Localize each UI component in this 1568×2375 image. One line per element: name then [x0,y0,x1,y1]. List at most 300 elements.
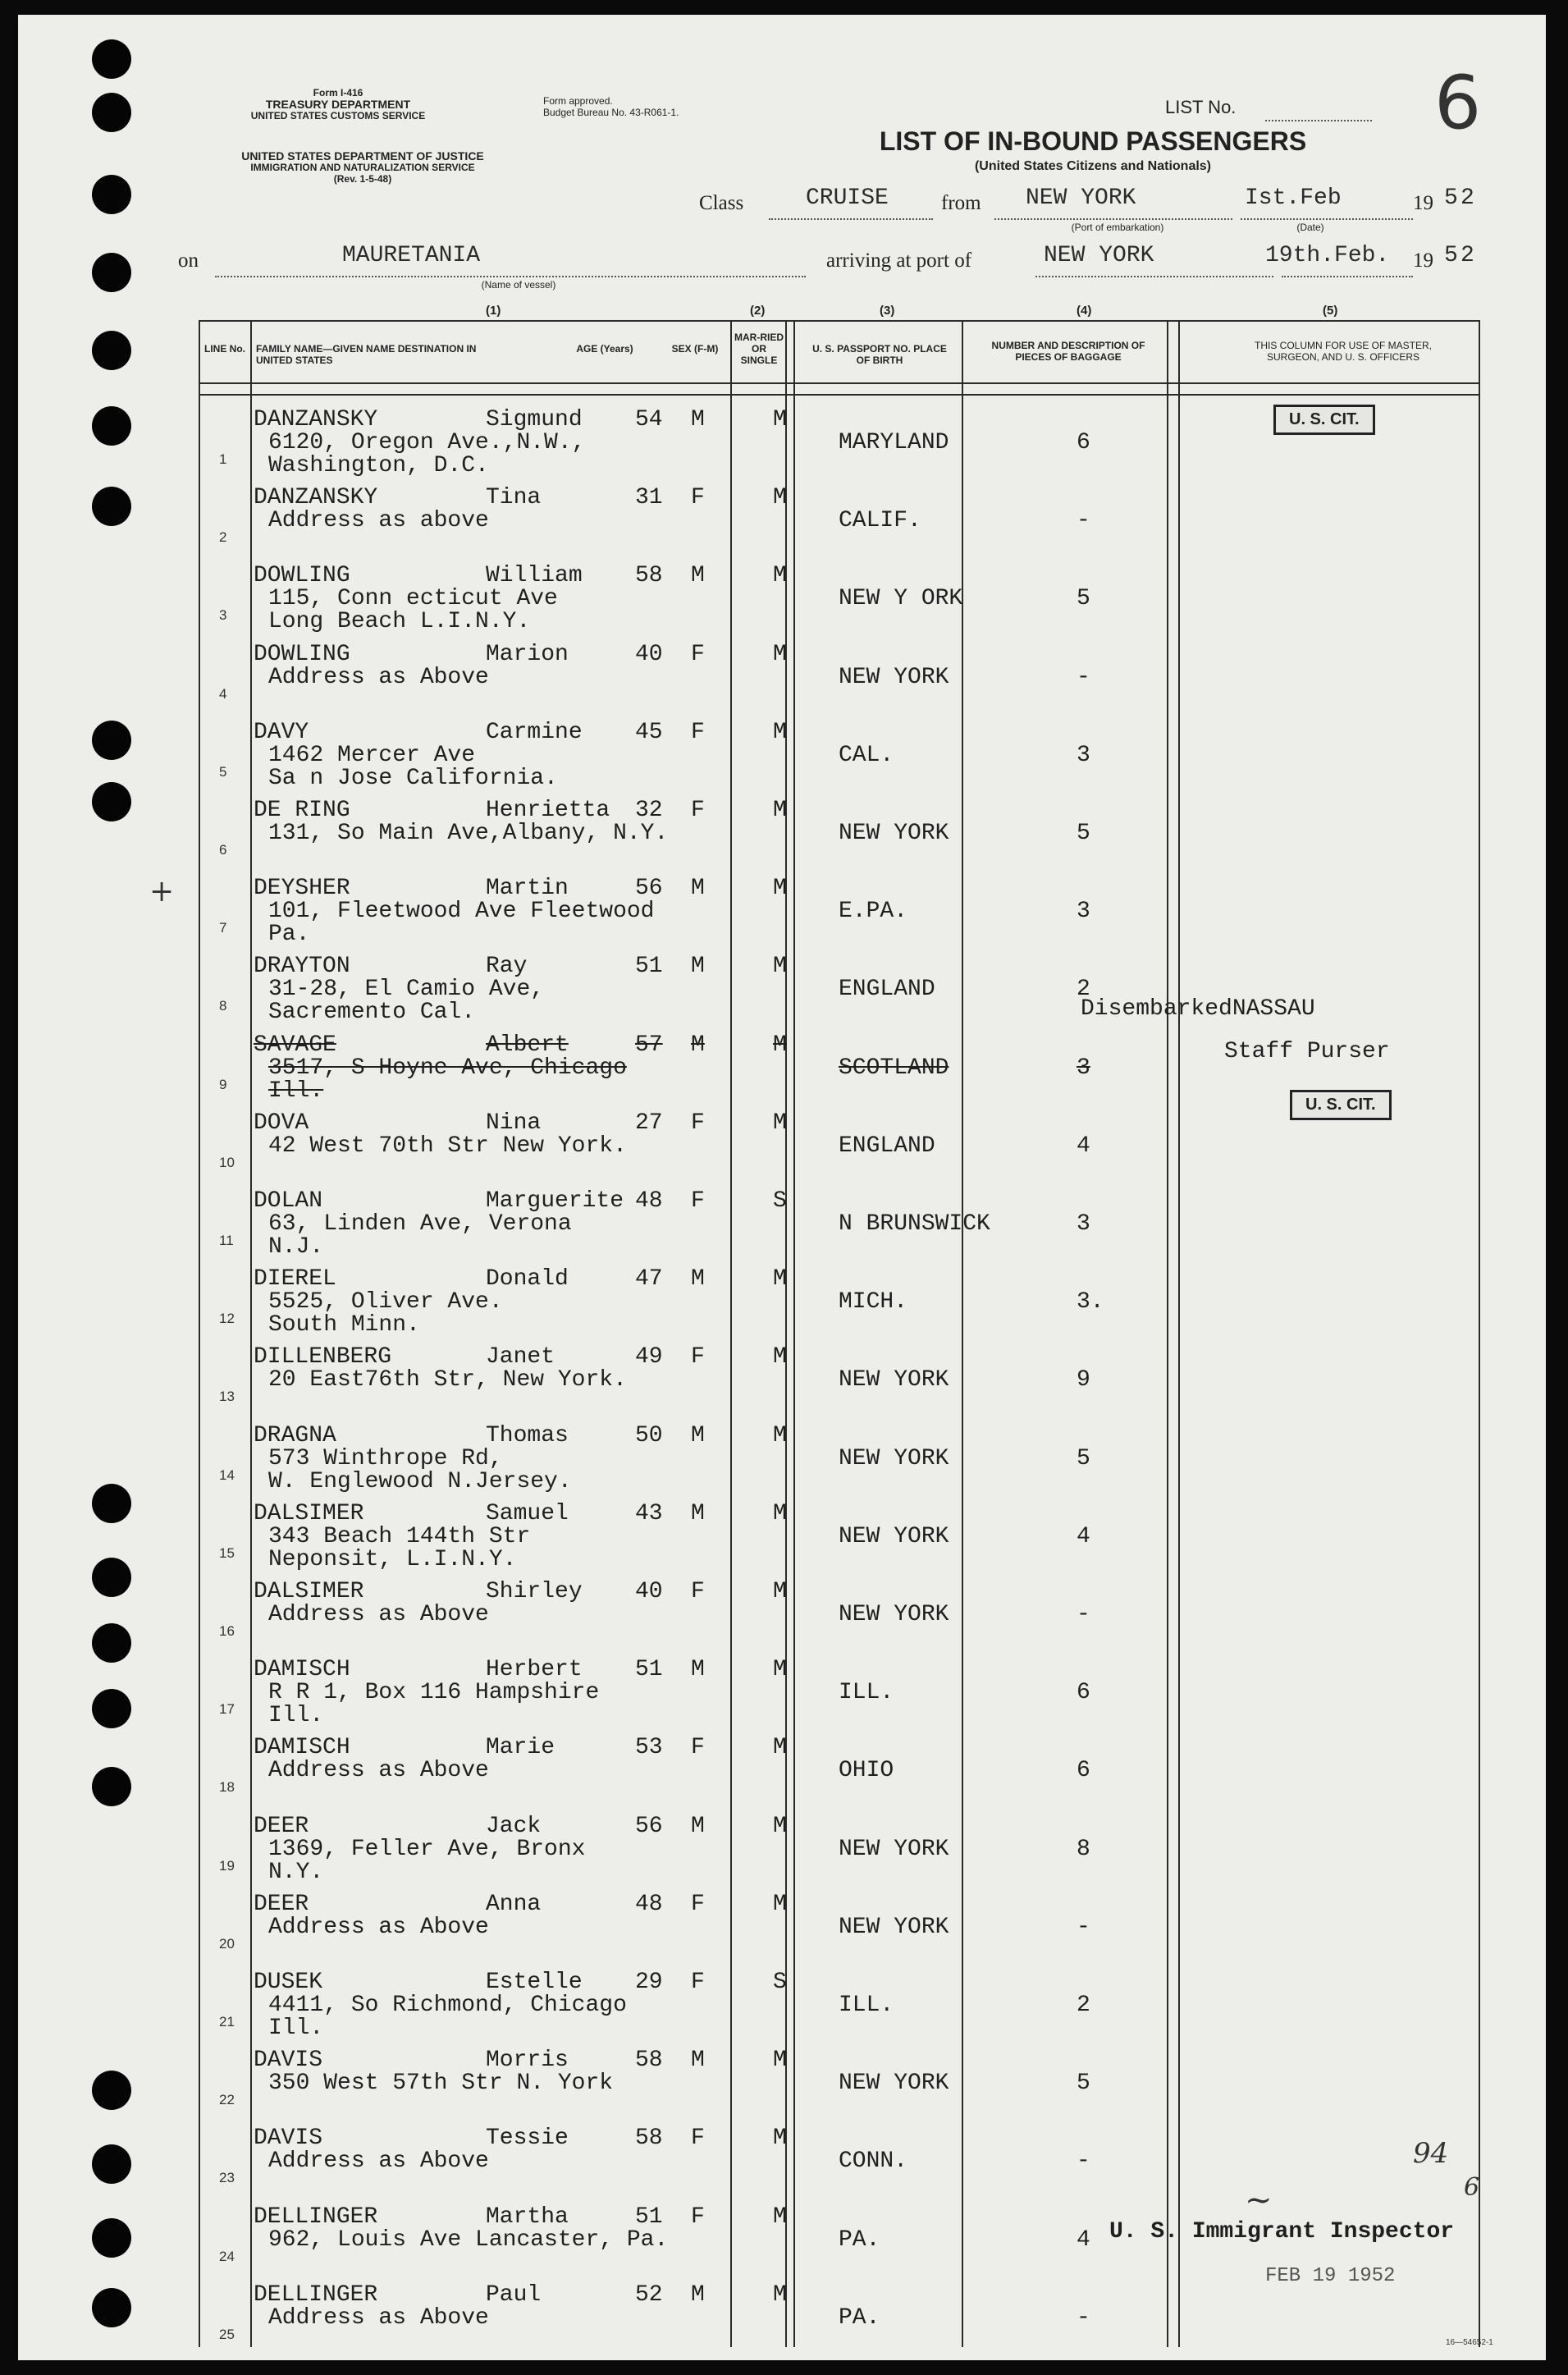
passenger-age: 43 [635,1500,663,1526]
passenger-place-of-birth: ENGLAND [839,1133,935,1159]
column-number: (2) [750,304,766,318]
passenger-age: 40 [635,1579,663,1604]
column-divider [1479,320,1480,2347]
punch-hole [92,331,131,370]
customs-service: UNITED STATES CUSTOMS SERVICE [250,110,426,121]
punch-hole [92,2144,131,2184]
passenger-address: 573 Winthrope Rd, [268,1445,503,1471]
passenger-given-name: Thomas [486,1422,569,1448]
from-label: from [941,192,981,214]
passenger-sex: M [691,1657,705,1683]
passenger-given-name: Marie [486,1735,555,1761]
passenger-address-line2: Sa n Jose California. [268,765,558,791]
col-header-passport: U. S. PASSPORT NO. PLACE OF BIRTH [812,343,947,366]
inspector-signature: ~ [1245,2181,1273,2219]
embarkation-port: NEW YORK [1026,185,1136,211]
port-caption: (Port of embarkation) [1071,222,1164,233]
passenger-sex: F [691,1110,705,1136]
col-header-sex: SEX (F-M) [671,343,719,355]
passenger-place-of-birth: ENGLAND [839,977,935,1003]
passenger-baggage: 6 [1077,1680,1090,1706]
passenger-age: 31 [635,485,663,511]
underline [1241,218,1413,220]
passenger-address: Address as Above [268,2148,489,2175]
passenger-marital-status: M [773,1579,787,1604]
passenger-surname: DRAYTON [254,954,350,980]
passenger-age: 58 [635,2126,663,2152]
passenger-baggage: 5 [1077,1445,1090,1471]
passenger-marital-status: M [773,2281,787,2308]
passenger-marital-status: M [773,1735,787,1761]
passenger-address-line2: South Minn. [268,1312,420,1339]
budget-bureau-text: Budget Bureau No. 43-R061-1. [543,107,679,118]
passenger-surname: DOWLING [254,563,350,589]
passenger-sex: M [691,2048,705,2074]
passenger-given-name: Martin [486,876,569,902]
underline [994,218,1232,220]
page-count: 6 [1464,2173,1480,2202]
passenger-marital-status: M [773,954,787,980]
passenger-address: 131, So Main Ave,Albany, N.Y. [268,821,669,846]
passenger-place-of-birth: MARYLAND [839,430,949,455]
passenger-age: 51 [635,2203,663,2230]
punch-hole [92,1558,131,1597]
passenger-sex: F [691,719,705,745]
passenger-baggage: 4 [1077,1523,1090,1549]
passenger-address-line2: Pa. [268,922,310,948]
line-number: 17 [219,1701,235,1718]
passenger-sex: M [691,563,705,589]
passenger-surname: DAMISCH [254,1735,350,1761]
passenger-marital-status: M [773,1813,787,1839]
passenger-address: 3517, S Hoyne Ave, Chicago [268,1055,627,1081]
passenger-baggage: 3. [1077,1289,1104,1316]
passenger-address: R R 1, Box 116 Hampshire [268,1680,600,1706]
passenger-surname: DEYSHER [254,876,350,902]
passenger-age: 32 [635,798,663,823]
list-no-label: LIST No. [1165,97,1237,117]
passenger-surname: DUSEK [254,1970,323,1995]
passenger-sex: M [691,1032,705,1058]
punch-hole [92,487,131,526]
passenger-age: 51 [635,1657,663,1683]
passenger-given-name: Albert [486,1032,569,1058]
table-top-border [199,320,1479,322]
page-title: LIST OF IN-BOUND PASSENGERS [879,126,1307,156]
passenger-sex: M [691,1266,705,1293]
line-number: 10 [219,1154,235,1170]
form-revision: (Rev. 1-5-48) [333,173,392,185]
form-number: Form I-416 [313,87,363,98]
line-number: 6 [219,842,227,858]
passenger-surname: SAVAGE [254,1032,336,1058]
passenger-sex: M [691,1813,705,1839]
on-label: on [178,249,199,272]
passenger-baggage: - [1077,1914,1090,1940]
passenger-address-line2: Sacremento Cal. [268,1000,476,1026]
passenger-given-name: Sigmund [486,407,583,432]
punch-hole [92,253,131,292]
passenger-place-of-birth: NEW Y ORK [839,586,963,612]
passenger-place-of-birth: N BRUNSWICK [839,1211,990,1237]
passenger-marital-status: M [773,1422,787,1448]
line-number: 12 [219,1311,235,1327]
punch-hole [92,2218,131,2258]
underline [1035,276,1273,277]
passenger-baggage: 3 [1077,1055,1090,1081]
passenger-place-of-birth: NEW YORK [839,664,949,690]
passenger-age: 50 [635,1422,663,1448]
vessel-name: MAURETANIA [342,243,481,268]
passenger-sex: F [691,1344,705,1371]
line-number: 3 [219,607,227,624]
passenger-given-name: Paul [486,2281,542,2308]
column-divider [199,320,200,2347]
passenger-address: 6120, Oregon Ave.,N.W., [268,430,586,455]
passenger-place-of-birth: NEW YORK [839,2071,949,2097]
passenger-given-name: Martha [486,2203,569,2230]
col-header-baggage: NUMBER AND DESCRIPTION OF PIECES OF BAGGAGE [991,340,1145,363]
passenger-marital-status: M [773,563,787,589]
col-header-name: FAMILY NAME—GIVEN NAME DESTINATION IN UNITED STATES [256,343,477,366]
passenger-baggage: 2 [1077,977,1090,1003]
passenger-address: 1462 Mercer Ave [268,742,476,768]
table-header-divider [199,382,1479,384]
passenger-sex: F [691,1970,705,1995]
punch-hole [92,1623,131,1663]
line-number: 7 [219,920,227,936]
passenger-sex: M [691,954,705,980]
passenger-place-of-birth: NEW YORK [839,1914,949,1940]
passenger-surname: DAVIS [254,2126,323,2152]
passenger-age: 47 [635,1266,663,1293]
passenger-address-line2: Ill. [268,1078,324,1104]
passenger-address-line2: Neponsit, L.I.N.Y. [268,1546,517,1572]
passenger-place-of-birth: OHIO [839,1758,894,1784]
passenger-marital-status: S [773,1970,787,1995]
passenger-place-of-birth: CALIF. [839,508,921,534]
passenger-address: 343 Beach 144th Str [268,1523,531,1549]
passenger-address-line2: Washington, D.C. [268,453,489,478]
passenger-baggage: - [1077,1602,1090,1627]
passenger-given-name: Donald [486,1266,569,1293]
column-divider [730,320,732,2347]
line-number: 23 [219,2170,235,2186]
underline [215,276,806,277]
punch-hole [92,721,131,760]
passenger-address: Address as Above [268,2304,489,2331]
passenger-address: 31-28, El Camio Ave, [268,977,545,1003]
margin-cross: + [149,875,175,908]
passenger-surname: DOWLING [254,641,350,667]
passenger-place-of-birth: NEW YORK [839,1602,949,1627]
passenger-sex: F [691,1188,705,1214]
line-number: 5 [219,763,227,780]
justice-department: UNITED STATES DEPARTMENT OF JUSTICE [241,149,484,162]
date-stamp: FEB 19 1952 [1265,2265,1396,2287]
punch-hole [92,1767,131,1806]
inspector-caption: U. S. Immigrant Inspector [1109,2219,1455,2245]
passenger-age: 53 [635,1735,663,1761]
passenger-baggage: 5 [1077,586,1090,612]
passenger-age: 49 [635,1344,663,1371]
passenger-address-line2: Ill. [268,2016,324,2041]
line-number: 18 [219,1779,235,1796]
passenger-baggage: - [1077,664,1090,690]
passenger-place-of-birth: ILL. [839,1680,894,1706]
passenger-sex: F [691,2126,705,2152]
passenger-marital-status: M [773,719,787,745]
passenger-surname: DAVIS [254,2048,323,2074]
line-number: 14 [219,1467,235,1483]
treasury-department: TREASURY DEPARTMENT [265,98,411,111]
passenger-given-name: Janet [486,1344,555,1371]
passenger-baggage: 5 [1077,821,1090,846]
passenger-marital-status: S [773,1188,787,1214]
passenger-marital-status: M [773,1266,787,1293]
passenger-surname: DAVY [254,719,309,745]
arrival-date: 19th.Feb. [1265,243,1390,268]
passenger-age: 58 [635,563,663,589]
passenger-age: 45 [635,719,663,745]
punch-hole [92,39,131,79]
vessel-caption: (Name of vessel) [481,279,556,291]
disembarked-note: DisembarkedNASSAU [1081,996,1315,1022]
punch-hole [92,2071,131,2110]
passenger-marital-status: M [773,798,787,823]
passenger-baggage: 3 [1077,899,1090,925]
passenger-address: Address as Above [268,664,489,690]
passenger-baggage: 4 [1077,1133,1090,1159]
passenger-given-name: Estelle [486,1970,583,1995]
passenger-surname: DANZANSKY [254,407,378,432]
line-number: 15 [219,1544,235,1561]
passenger-age: 58 [635,2048,663,2074]
passenger-address: Address as Above [268,1758,489,1784]
passenger-address: 1369, Feller Ave, Bronx [268,1836,586,1862]
passenger-address: 5525, Oliver Ave. [268,1289,503,1316]
passenger-age: 48 [635,1188,663,1214]
passenger-sex: F [691,641,705,667]
passenger-marital-status: M [773,1500,787,1526]
column-number: (4) [1077,304,1092,318]
passenger-surname: DELLINGER [254,2203,378,2230]
passenger-address: Address as above [268,508,489,534]
passenger-given-name: Shirley [486,1579,583,1604]
passenger-age: 52 [635,2281,663,2308]
passenger-sex: F [691,485,705,511]
passenger-surname: DALSIMER [254,1579,364,1604]
passenger-given-name: Tina [486,485,542,511]
passenger-place-of-birth: MICH. [839,1289,908,1316]
passenger-marital-status: M [773,641,787,667]
passenger-marital-status: M [773,407,787,432]
us-citizen-stamp: U. S. CIT. [1290,1090,1392,1120]
punch-hole [92,2288,131,2327]
passenger-place-of-birth: NEW YORK [839,1445,949,1471]
passenger-sex: F [691,2203,705,2230]
passenger-age: 54 [635,407,663,432]
line-number: 25 [219,2326,235,2342]
underline [1265,120,1372,121]
passenger-baggage: 9 [1077,1367,1090,1393]
passenger-given-name: William [486,563,583,589]
document-sheet [18,15,1546,2360]
passenger-surname: DOLAN [254,1188,323,1214]
passenger-surname: DOVA [254,1110,309,1136]
form-approval [543,95,773,118]
passenger-baggage: 8 [1077,1836,1090,1862]
passenger-given-name: Tessie [486,2126,569,2152]
passenger-sex: F [691,1891,705,1917]
passenger-surname: DILLENBERG [254,1344,392,1371]
passenger-given-name: Herbert [486,1657,583,1683]
passenger-given-name: Samuel [486,1500,569,1526]
passenger-address: 101, Fleetwood Ave Fleetwood [268,899,655,925]
line-number: 1 [219,451,227,467]
passenger-address: 115, Conn ecticut Ave [268,586,558,612]
passenger-surname: DEER [254,1813,309,1839]
passenger-place-of-birth: PA. [839,2226,880,2253]
us-citizen-stamp: U. S. CIT. [1273,405,1375,435]
justice-header [174,150,551,185]
passenger-surname: DIEREL [254,1266,336,1293]
passenger-marital-status: M [773,1032,787,1058]
passenger-surname: DAMISCH [254,1657,350,1683]
passenger-marital-status: M [773,1891,787,1917]
passenger-place-of-birth: E.PA. [839,899,908,925]
punch-hole [92,93,131,132]
punch-hole [92,782,131,821]
passenger-surname: DANZANSKY [254,485,378,511]
passenger-marital-status: M [773,485,787,511]
arrival-year-digit-a: 5 [1444,243,1458,268]
punch-hole [92,406,131,446]
passenger-address: Address as Above [268,1914,489,1940]
passenger-given-name: Ray [486,954,528,980]
passenger-marital-status: M [773,2048,787,2074]
passenger-sex: M [691,876,705,902]
margin-count: 94 [1413,2137,1449,2170]
class-value: CRUISE [806,185,889,211]
punch-hole [92,1484,131,1523]
table-header-divider [199,394,1479,396]
passenger-given-name: Marion [486,641,569,667]
passenger-surname: DELLINGER [254,2281,378,2308]
passenger-sex: F [691,798,705,823]
passenger-place-of-birth: PA. [839,2304,880,2331]
line-number: 13 [219,1389,235,1405]
passenger-place-of-birth: NEW YORK [839,821,949,846]
passenger-surname: DE RING [254,798,350,823]
passenger-place-of-birth: CAL. [839,742,894,768]
passenger-address: 20 East76th Str, New York. [268,1367,627,1393]
passenger-sex: M [691,1422,705,1448]
passenger-marital-status: M [773,876,787,902]
passenger-baggage: - [1077,508,1090,534]
column-number: (5) [1323,304,1338,318]
list-number: 6 [1434,60,1482,146]
col-header-officers: THIS COLUMN FOR USE OF MASTER, SURGEON, AND U. S. OFFICERS [1254,340,1432,363]
passenger-marital-status: M [773,2203,787,2230]
passenger-age: 57 [635,1032,663,1058]
line-number: 24 [219,2248,235,2264]
column-divider [962,320,963,2347]
arriving-label: arriving at port of [826,249,972,272]
line-number: 22 [219,2092,235,2108]
passenger-given-name: Carmine [486,719,583,745]
line-number: 8 [219,998,227,1014]
passenger-baggage: 2 [1077,1993,1090,2018]
line-number: 19 [219,1857,235,1874]
form-code: 16—54652-1 [1446,2338,1493,2347]
staff-purser-note: Staff Purser [1224,1039,1390,1064]
passenger-address-line2: N.J. [268,1234,324,1260]
passenger-given-name: Morris [486,2048,569,2074]
passenger-place-of-birth: NEW YORK [839,1367,949,1393]
underline [1282,276,1413,277]
passenger-sex: M [691,407,705,432]
passenger-age: 29 [635,1970,663,1995]
column-divider [1167,320,1168,2347]
passenger-address: 4411, So Richmond, Chicago [268,1993,627,2018]
line-number: 20 [219,1935,235,1952]
passenger-sex: F [691,1579,705,1604]
passenger-surname: DEER [254,1891,309,1917]
passenger-age: 48 [635,1891,663,1917]
passenger-address: 42 West 70th Str New York. [268,1133,627,1159]
passenger-given-name: Jack [486,1813,542,1839]
date-caption: (Date) [1296,222,1324,233]
column-divider [793,320,795,2347]
passenger-given-name: Nina [486,1110,542,1136]
col-header-line: LINE No. [204,343,245,355]
passenger-address-line2: Long Beach L.I.N.Y. [268,609,531,635]
passenger-sex: M [691,1500,705,1526]
passenger-baggage: 4 [1077,2226,1090,2253]
line-number: 2 [219,529,227,546]
passenger-age: 27 [635,1110,663,1136]
passenger-address: Address as Above [268,1602,489,1627]
passenger-marital-status: M [773,1344,787,1371]
passenger-marital-status: M [773,1110,787,1136]
year-prefix: 19 [1413,192,1433,214]
passenger-given-name: Marguerite [486,1188,624,1214]
passenger-sex: F [691,1735,705,1761]
underline [769,218,933,220]
line-number: 9 [219,1076,227,1092]
arrival-year-digit-b: 2 [1461,243,1474,268]
passenger-age: 40 [635,641,663,667]
arrival-port: NEW YORK [1044,243,1154,268]
passenger-marital-status: M [773,1657,787,1683]
passenger-place-of-birth: NEW YORK [839,1836,949,1862]
line-number: 16 [219,1623,235,1639]
punch-hole [92,175,131,214]
class-label: Class [699,192,744,214]
passenger-surname: DALSIMER [254,1500,364,1526]
col-header-age: AGE (Years) [576,343,633,355]
passenger-sex: M [691,2281,705,2308]
passenger-place-of-birth: ILL. [839,1993,894,2018]
passenger-marital-status: M [773,2126,787,2152]
passenger-baggage: 6 [1077,1758,1090,1784]
page-subtitle: (United States Citizens and Nationals) [974,159,1212,173]
passenger-surname: DRAGNA [254,1422,336,1448]
passenger-address-line2: N.Y. [268,1859,324,1885]
approval-text: Form approved. [543,95,613,107]
passenger-age: 51 [635,954,663,980]
